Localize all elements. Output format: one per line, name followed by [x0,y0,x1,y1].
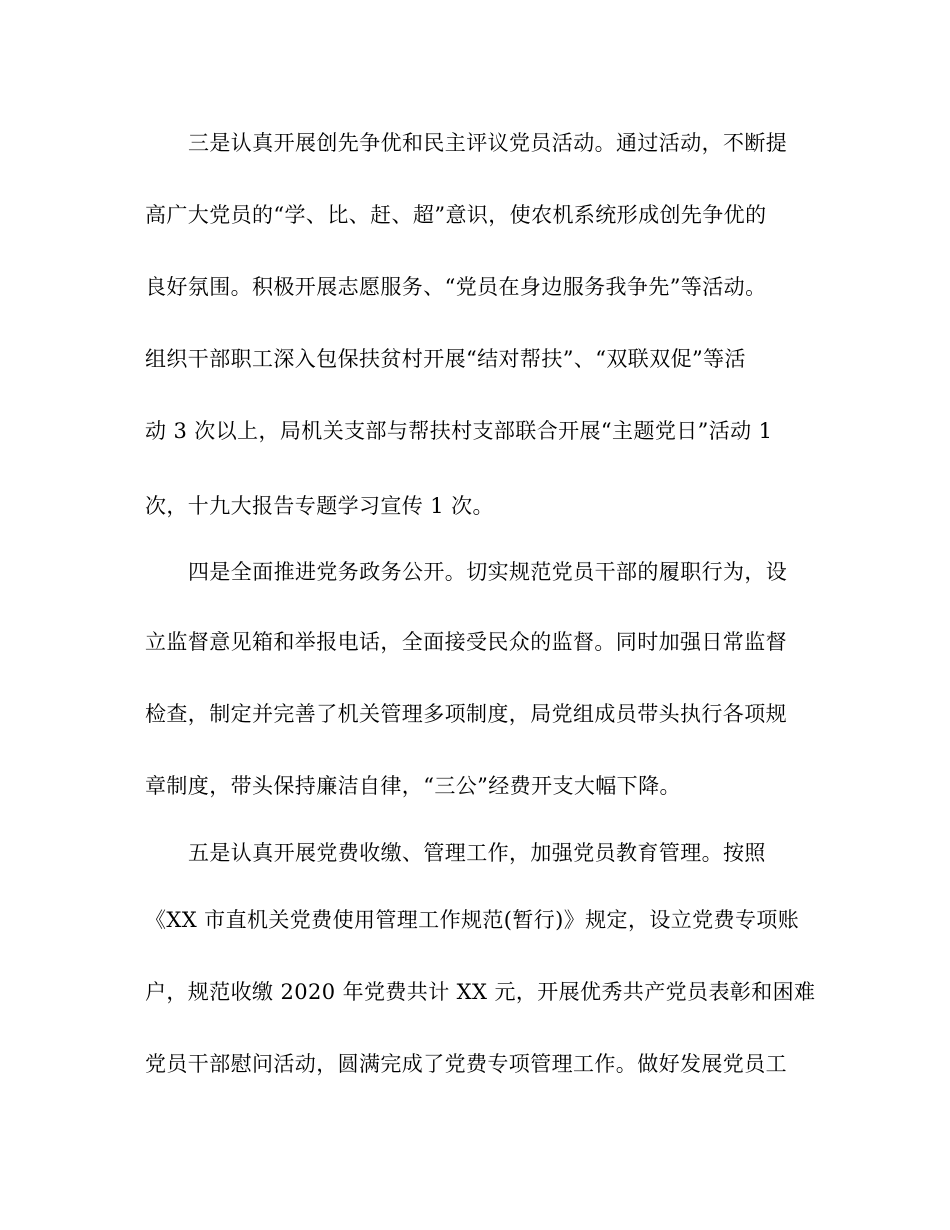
text-line: 动 3 次以上，局机关支部与帮扶村支部联合开展“主题党日”活动 1 [145,419,773,443]
text-line: 高广大党员的“学、比、赶、超”意识，使农机系统形成创先争优的 [145,203,767,227]
text-line: 五是认真开展党费收缴、管理工作，加强党员教育管理。按照 [188,841,766,865]
text-line: 次，十九大报告专题学习宣传 1 次。 [145,494,494,518]
text-line: 章制度，带头保持廉洁自律，“三公”经费开支大幅下降。 [145,774,681,798]
text-line: 检查，制定并完善了机关管理多项制度，局党组成员带头执行各项规 [145,702,787,726]
text-line: 三是认真开展创先争优和民主评议党员活动。通过活动，不断提 [188,131,788,155]
text-line: 党员干部慰问活动，圆满完成了党费专项管理工作。做好发展党员工 [145,1052,787,1076]
text-line: 《XX 市直机关党费使用管理工作规范(暂行)》规定，设立党费专项账 [145,908,800,932]
text-line: 良好氛围。积极开展志愿服务、“党员在身边服务我争先”等活动。 [145,275,767,299]
text-line: 组织干部职工深入包保扶贫村开展“结对帮扶”、“双联双促”等活 [145,347,746,371]
text-line: 户，规范收缴 2020 年党费共计 XX 元，开展优秀共产党员表彰和困难 [145,980,816,1004]
text-line: 立监督意见箱和举报电话，全面接受民众的监督。同时加强日常监督 [145,630,787,654]
text-line: 四是全面推进党务政务公开。切实规范党员干部的履职行为，设 [188,560,788,584]
